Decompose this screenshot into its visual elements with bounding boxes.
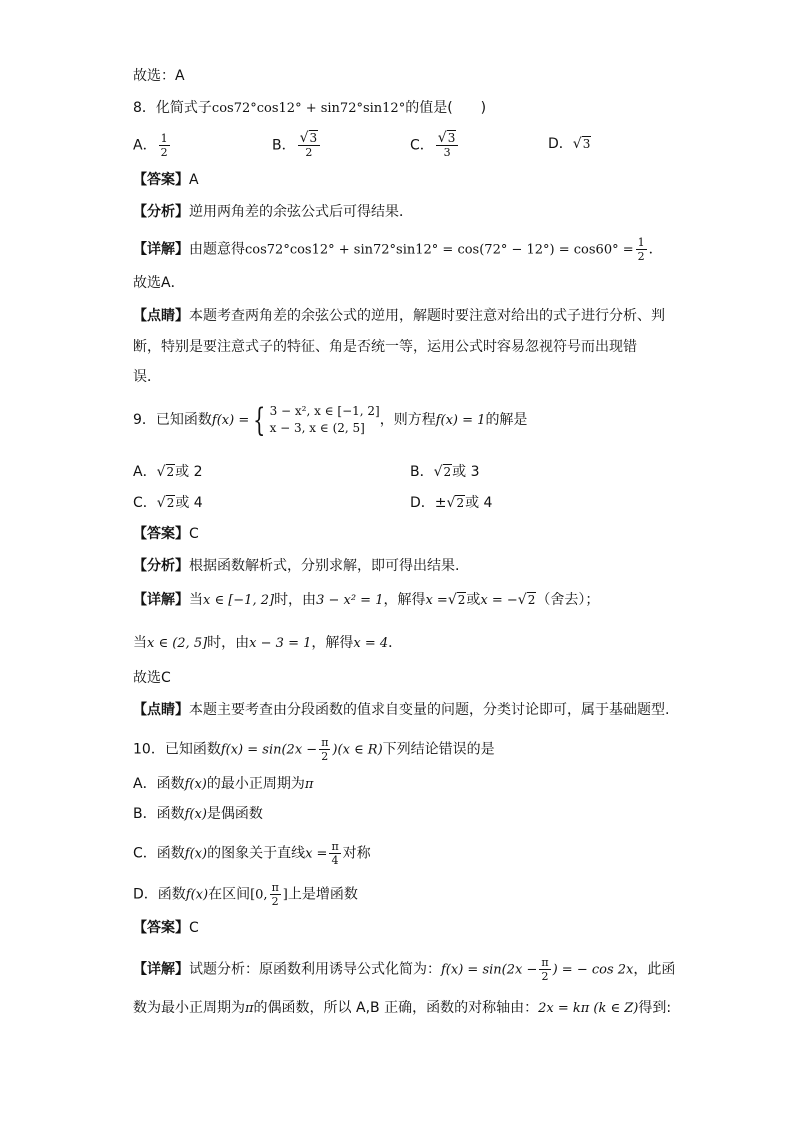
denominator: 2: [160, 146, 168, 159]
q8-option-b: [272, 132, 322, 159]
radicand: 2: [166, 465, 175, 479]
q9-analysis: [133, 556, 459, 576]
radicand: 3: [447, 131, 456, 145]
detail-mid: 时，由: [207, 635, 250, 651]
comment-text: 本题考查两角差的余弦公式的逆用，解题时要注意对给出的式子进行分析、判: [189, 308, 665, 324]
option-func: f(x): [184, 777, 207, 792]
option-text: 或 4: [175, 495, 203, 511]
sqrt: √3: [572, 136, 591, 152]
detail-end: ，此函: [633, 961, 676, 978]
plus-minus: ±: [434, 495, 447, 511]
detail-end: 得到:: [638, 1000, 672, 1016]
detail-root: x = 4: [353, 636, 389, 651]
q9-option-c: [133, 493, 203, 513]
q8-comment-line1: [133, 306, 665, 326]
detail-tag: 【详解】: [133, 592, 189, 608]
q8-stem-suffix: 的值是( ): [405, 100, 487, 116]
q9-option-a: [133, 462, 203, 482]
q9-stem-prefix: 9．已知函数: [133, 412, 212, 428]
sqrt: √2: [517, 592, 536, 608]
q9-stem: [133, 400, 527, 441]
numerator: [298, 132, 321, 146]
option-label: D．: [410, 495, 435, 511]
numerator: π: [321, 736, 329, 749]
answer-tag: 【答案】: [133, 172, 189, 188]
q9-stem-suffix: 的解是: [485, 412, 528, 428]
answer-tag: 【答案】: [133, 920, 189, 936]
q8-conclusion: 故选A．: [133, 275, 185, 291]
q9-func: f(x) =: [211, 413, 250, 428]
q9-stem-mid: ，则方程: [379, 412, 436, 428]
detail-tag: 【详解】: [133, 961, 189, 978]
detail-note: （舍去）；: [536, 592, 600, 608]
option-post: 对称: [342, 845, 371, 862]
option-label: D．: [548, 136, 573, 152]
answer-value: C: [189, 526, 199, 542]
denominator: 2: [271, 895, 279, 908]
q8-analysis: [133, 202, 413, 222]
fraction: [539, 956, 550, 983]
radicand: 2: [527, 593, 536, 607]
denominator: 2: [637, 250, 645, 263]
radicand: 2: [166, 496, 175, 510]
detail-eq: x − 3 = 1: [249, 636, 312, 651]
radicand: 2: [456, 496, 465, 510]
answer-value: C: [189, 920, 199, 936]
numerator: [436, 132, 459, 146]
case-2: x − 3, x ∈ (2, 5]: [269, 421, 365, 435]
q10-option-a: [133, 774, 313, 795]
sqrt: √2: [156, 495, 175, 511]
option-pre: B．函数: [133, 806, 185, 822]
analysis-tag: 【分析】: [133, 204, 189, 220]
option-post: 上是增函数: [287, 886, 358, 903]
fraction: [436, 132, 459, 159]
detail-mid: 时，由: [274, 592, 317, 608]
option-text: 或 3: [452, 464, 480, 480]
q10-stem: [133, 736, 495, 763]
detail-root2: x = −: [480, 593, 518, 608]
detail-tag: 【详解】: [133, 241, 189, 258]
sqrt: √2: [433, 464, 452, 480]
q8-comment-line2: 断，特别是要注意式子的特征、角是否统一等，运用公式时容易忽视符号而出现错: [133, 339, 637, 355]
option-label: C．: [133, 495, 157, 511]
q8-answer: [133, 170, 199, 190]
comment-tag: 【点睛】: [133, 702, 189, 718]
option-text: 或 4: [465, 495, 493, 511]
q10-stem-expr1: f(x) = sin(2x −: [220, 742, 318, 758]
option-post: 是偶函数: [206, 806, 263, 822]
analysis-text: 逆用两角差的余弦公式后可得结果．: [189, 204, 413, 220]
option-func: f(x): [184, 846, 208, 862]
q9-option-b: [410, 462, 480, 482]
piecewise-cases: [270, 403, 380, 437]
comment-tag: 【点睛】: [133, 308, 189, 324]
detail-solve: ，解得: [383, 592, 426, 608]
option-pre: D．函数: [133, 886, 186, 903]
q8-option-d: [548, 134, 591, 154]
denominator: 2: [321, 750, 329, 763]
q8-detail: [133, 236, 663, 263]
case-1: 3 − x², x ∈ [−1, 2]: [269, 404, 380, 418]
q10-option-d: [133, 881, 358, 908]
option-pre: A．函数: [133, 776, 185, 792]
q8-option-a: [133, 132, 172, 159]
detail-text1: 数为最小正周期为: [133, 1000, 245, 1016]
denominator: 2: [541, 970, 549, 983]
numerator: π: [541, 956, 549, 969]
option-pi: π: [304, 777, 314, 792]
q10-stem-suffix: 下列结论错误的是: [382, 741, 495, 758]
numerator: 1: [637, 236, 645, 249]
detail-solve: ，解得: [311, 635, 354, 651]
radicand: 3: [582, 137, 591, 151]
piecewise-brace: { 3 − x², x ∈ [−1, 2] x − 3, x ∈ (2, 5]: [253, 401, 380, 439]
q10-detail-line1: [133, 956, 675, 983]
detail-pi: π: [245, 1001, 254, 1016]
detail-expr2: ) = − cos 2x: [552, 962, 634, 978]
option-label: B．: [410, 464, 434, 480]
denominator: 4: [331, 854, 339, 867]
q8-stem: [133, 98, 486, 119]
radicand: 3: [309, 131, 318, 145]
detail-end: ．: [648, 241, 663, 258]
detail-when: 当: [133, 635, 147, 651]
detail-end: ．: [388, 635, 403, 651]
sqrt: √2: [156, 464, 175, 480]
option-label: A．: [133, 137, 157, 154]
answer-tag: 【答案】: [133, 526, 189, 542]
option-pre: C．函数: [133, 845, 185, 862]
denominator: 3: [443, 146, 451, 159]
detail-cond: x ∈ (2, 5]: [147, 636, 208, 651]
detail-when: 当: [189, 592, 203, 608]
q8-option-c: [410, 132, 460, 159]
detail-expr1: f(x) = sin(2x −: [441, 962, 538, 978]
option-interval-start: [0,: [250, 887, 268, 903]
q9-detail-line1: [133, 590, 599, 611]
q9-detail-line2: [133, 633, 402, 654]
sqrt: √3: [299, 130, 318, 146]
q9-conclusion: 故选C: [133, 670, 171, 686]
q9-comment: [133, 700, 669, 720]
option-mid: 在区间: [208, 886, 251, 903]
option-label: A．: [133, 464, 157, 480]
detail-prefix: 由题意得: [189, 241, 245, 258]
detail-expr: 2x = kπ (k ∈ Z): [538, 1001, 639, 1016]
q10-stem-expr2: )(x ∈ R): [332, 742, 383, 758]
comment-text: 本题主要考查由分段函数的值求自变量的问题，分类讨论即可，属于基础题型.: [189, 702, 670, 718]
option-text: 或 2: [175, 464, 203, 480]
option-func: f(x): [184, 807, 207, 822]
q8-comment-line3: 误．: [133, 369, 161, 385]
fraction: [329, 840, 340, 867]
detail-expr: cos72°cos12° + sin72°sin12° = cos(72° − 12°) = cos60° =: [245, 242, 634, 258]
radicand: 2: [457, 593, 466, 607]
q10-option-b: [133, 804, 263, 825]
numerator: 1: [160, 132, 168, 145]
option-post: 的最小正周期为: [206, 776, 305, 792]
option-x: x =: [305, 846, 328, 862]
detail-eq: 3 − x² = 1: [316, 593, 384, 608]
q10-answer: [133, 918, 199, 938]
denominator: 2: [305, 146, 313, 159]
detail-text: 试题分析：原函数利用诱导公式化简为：: [189, 961, 441, 978]
detail-text2: 的偶函数，所以 A,B 正确，函数的对称轴由：: [253, 1000, 539, 1016]
sqrt: √2: [446, 495, 465, 511]
option-interval-end: ]: [282, 887, 288, 903]
option-mid: 的图象关于直线: [207, 845, 306, 862]
analysis-text: 根据函数解析式，分别求解，即可得出结果.: [189, 558, 460, 574]
fraction: [298, 132, 321, 159]
sqrt: √3: [437, 130, 456, 146]
option-func: f(x): [185, 887, 209, 903]
q10-stem-prefix: 10．已知函数: [133, 741, 221, 758]
analysis-tag: 【分析】: [133, 558, 189, 574]
detail-root1: x =: [425, 593, 448, 608]
detail-cond: x ∈ [−1, 2]: [203, 593, 275, 608]
sqrt: √2: [447, 592, 466, 608]
q10-detail-line2: [133, 998, 671, 1019]
q9-equation: f(x) = 1: [435, 413, 486, 428]
q9-answer: [133, 524, 199, 544]
q7-conclusion: 故选：A: [133, 68, 185, 84]
fraction: [159, 132, 170, 159]
q10-option-c: [133, 840, 371, 867]
q8-stem-prefix: 8．化简式子: [133, 100, 212, 116]
q9-option-d: [410, 493, 492, 513]
numerator: π: [271, 881, 279, 894]
fraction: [636, 236, 647, 263]
fraction: [270, 881, 281, 908]
detail-or: 或: [466, 592, 481, 608]
radicand: 2: [443, 465, 452, 479]
option-label: B．: [272, 137, 296, 154]
fraction: [319, 736, 330, 763]
option-label: C．: [410, 137, 434, 154]
q8-stem-expr: cos72°cos12° + sin72°sin12°: [211, 101, 406, 116]
answer-value: A: [189, 172, 199, 188]
numerator: π: [331, 840, 339, 853]
